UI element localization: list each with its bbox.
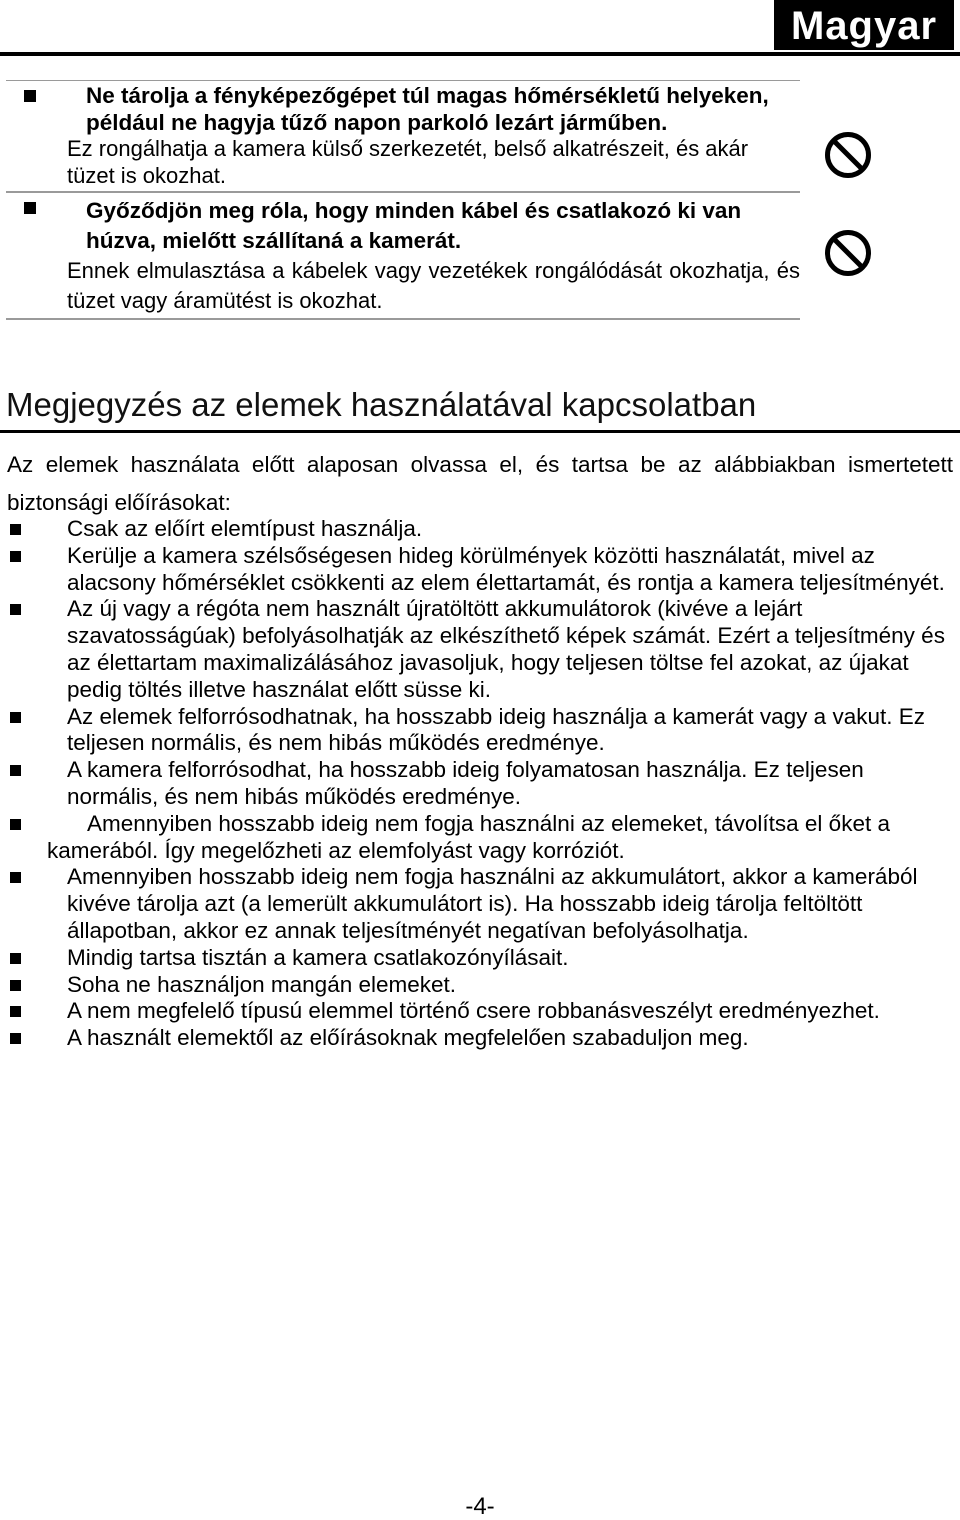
warning-heading bbox=[6, 193, 800, 256]
square-bullet-icon bbox=[10, 712, 21, 723]
warning-heading-text: Ne tárolja a fényképezőgépet túl magas hőmérsékletű helyeken, például ne hagyja tűző napon parkoló lezárt járműben. bbox=[86, 83, 769, 135]
section-intro: Az elemek használata előtt alaposan olvassa el, és tartsa be az alábbiakban ismertetett biztonsági előírásokat: bbox=[7, 452, 953, 515]
list-item: Soha ne használjon mangán elemeket. bbox=[7, 972, 953, 999]
warning-item bbox=[6, 80, 800, 193]
battery-notes-list bbox=[7, 516, 953, 1052]
language-tab: Magyar bbox=[774, 0, 954, 50]
warning-heading-text: Győződjön meg róla, hogy minden kábel és csatlakozó ki van húzva, mielőtt szállítaná a kamerát. bbox=[86, 198, 742, 253]
list-item: Az új vagy a régóta nem használt újratöltött akkumulátorok (kivéve a lejárt szavatosságúak) befolyásolhatják az elkészíthető képek számát. Ezért a teljesítmény és az élettartam maximalizálásához javasoljuk, hogy teljesen töltse fel azokat, az újakat pedig töltés illetve használat előtt süsse ki. bbox=[7, 596, 953, 703]
list-item: A kamera felforrósodhat, ha hosszabb ideig folyamatosan használja. Ez teljesen normális, és nem hibás működés eredménye. bbox=[7, 757, 953, 811]
warning-heading bbox=[6, 81, 800, 136]
square-bullet-icon bbox=[10, 872, 21, 883]
square-bullet-icon bbox=[10, 819, 21, 830]
list-item: Amennyiben hosszabb ideig nem fogja használni az akkumulátort, akkor a kamerából kivéve tárolja azt (a lemerült akkumulátort is). Ha hosszabb ideig tárolja feltöltött állapotban, akkor ez annak teljesítményét negatívan befolyásolhatja. bbox=[7, 864, 953, 944]
list-item: Amennyiben hosszabb ideig nem fogja használni az elemeket, távolítsa el őket a kamerából. Így megelőzheti az elemfolyást vagy korróziót. bbox=[7, 811, 953, 865]
square-bullet-icon bbox=[24, 90, 36, 102]
header-rule bbox=[0, 52, 960, 56]
square-bullet-icon bbox=[10, 953, 21, 964]
warnings-box bbox=[6, 80, 800, 320]
square-bullet-icon bbox=[24, 202, 36, 214]
square-bullet-icon bbox=[10, 551, 21, 562]
square-bullet-icon bbox=[10, 604, 21, 615]
page-number: -4- bbox=[465, 1493, 495, 1520]
warning-body: Ennek elmulasztása a kábelek vagy vezetékek rongálódását okozhatja, és tüzet vagy áramütést is okozhat. bbox=[67, 258, 800, 313]
prohibition-icon bbox=[824, 131, 872, 179]
square-bullet-icon bbox=[10, 1033, 21, 1044]
list-item: Az elemek felforrósodhatnak, ha hosszabb ideig használja a kamerát vagy a vakut. Ez teljesen normális, és nem hibás működés eredménye. bbox=[7, 704, 953, 758]
section-title: Megjegyzés az elemek használatával kapcsolatban bbox=[6, 386, 757, 423]
square-bullet-icon bbox=[10, 1006, 21, 1017]
section-rule bbox=[0, 430, 960, 433]
square-bullet-icon bbox=[10, 765, 21, 776]
list-item: A nem megfelelő típusú elemmel történő csere robbanásveszélyt eredményezhet. bbox=[7, 998, 953, 1025]
prohibition-icon bbox=[824, 229, 872, 277]
square-bullet-icon bbox=[10, 980, 21, 991]
list-item: Csak az előírt elemtípust használja. bbox=[7, 516, 953, 543]
list-item: A használt elemektől az előírásoknak megfelelően szabaduljon meg. bbox=[7, 1025, 953, 1052]
list-item: Kerülje a kamera szélsőségesen hideg körülmények közötti használatát, mivel az alacsony hőmérséklet csökkenti az elem élettartamát, és rontja a kamera teljesítményét. bbox=[7, 543, 953, 597]
warning-item bbox=[6, 193, 800, 320]
square-bullet-icon bbox=[10, 524, 21, 535]
warning-body: Ez rongálhatja a kamera külső szerkezetét, belső alkatrészeit, és akár tüzet is okozhat. bbox=[67, 136, 749, 188]
list-item: Mindig tartsa tisztán a kamera csatlakozónyílásait. bbox=[7, 945, 953, 972]
